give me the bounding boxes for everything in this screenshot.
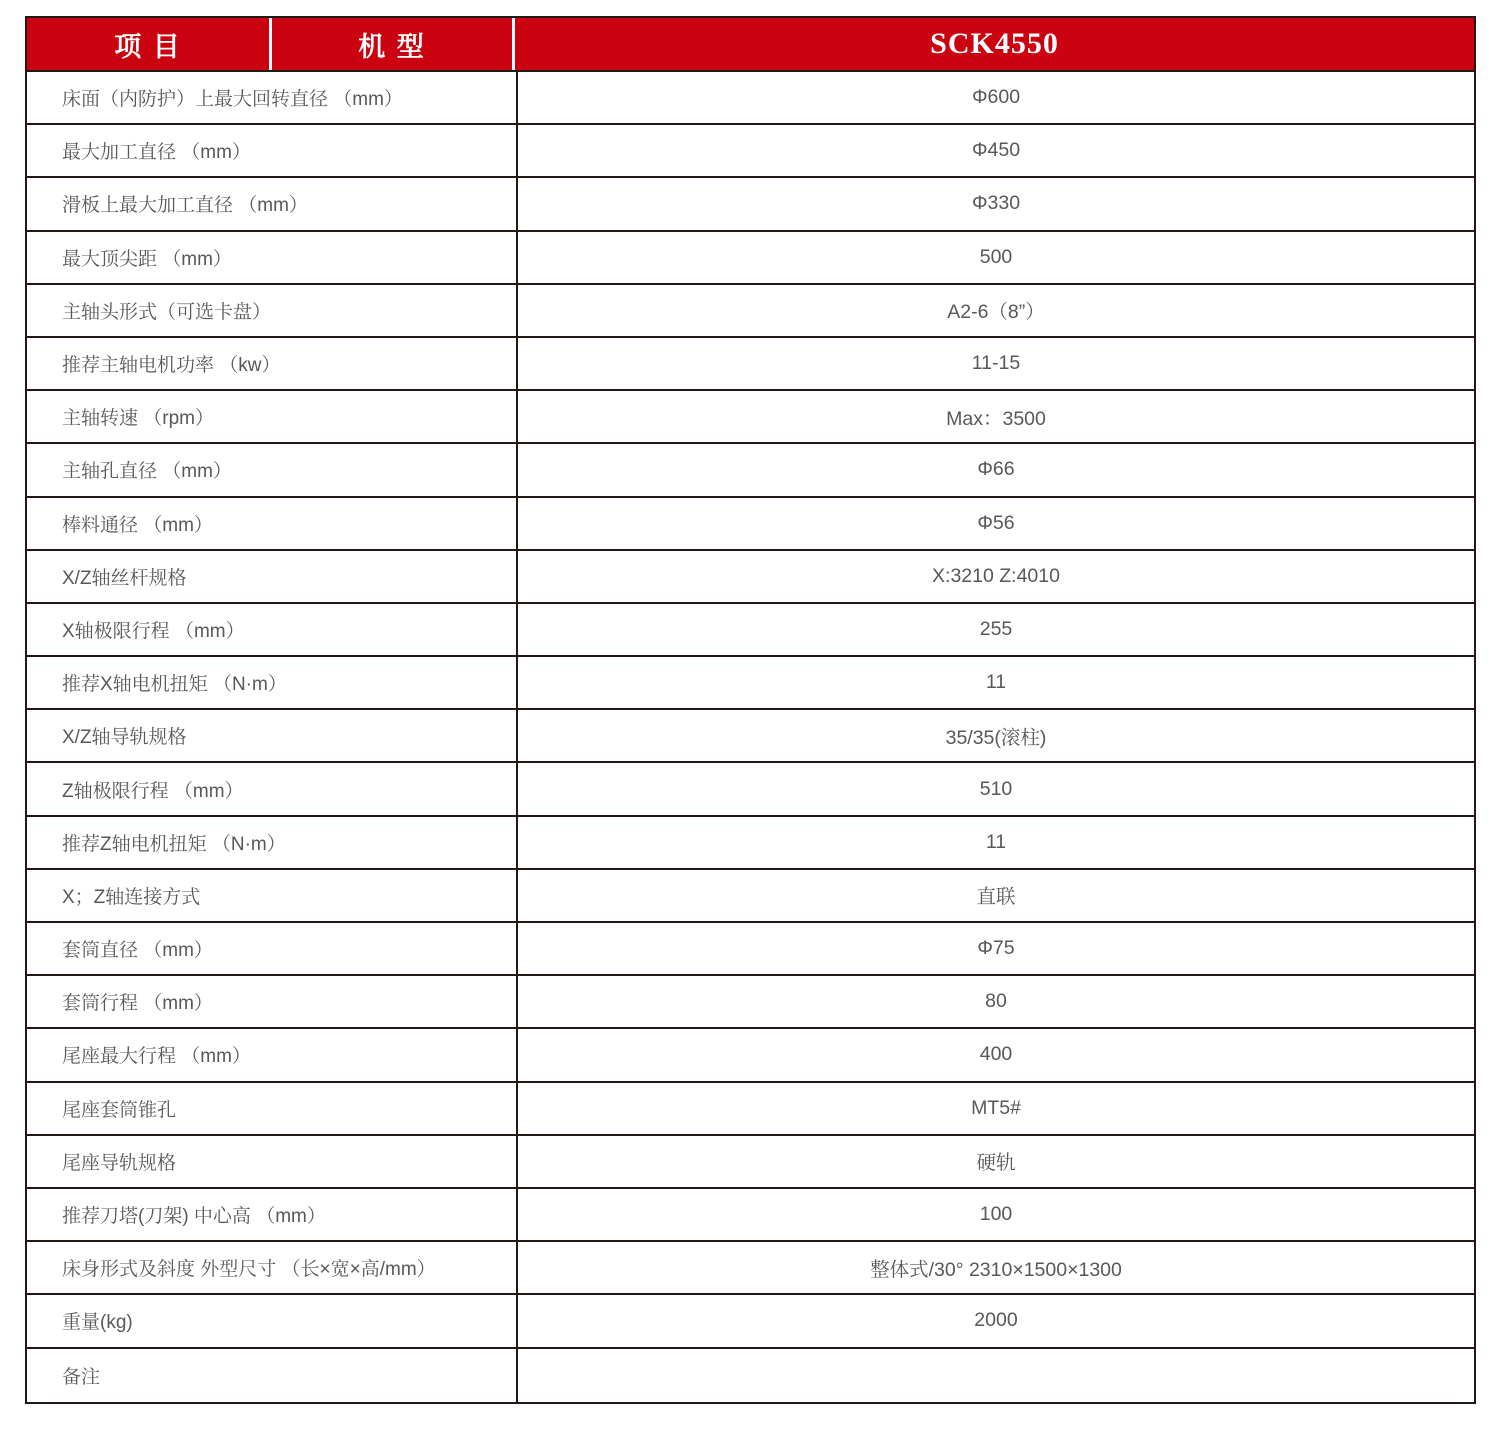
table-row <box>27 1295 1474 1348</box>
spec-label: 主轴孔直径 （mm） <box>27 444 518 495</box>
spec-value: Φ600 <box>971 86 1021 109</box>
spec-value: 整体式/30° 2310×1500×1300 <box>870 1258 1122 1281</box>
spec-value: Max：3500 <box>946 407 1046 430</box>
spec-table-header-row <box>27 18 1474 72</box>
spec-value: Φ330 <box>971 192 1021 215</box>
spec-label: 推荐Z轴电机扭矩 （N·m） <box>27 817 518 868</box>
spec-label: 推荐主轴电机功率 （kw） <box>27 338 518 389</box>
spec-label: 备注 <box>27 1349 518 1402</box>
spec-label: 床身形式及斜度 外型尺寸 （长×宽×高/mm） <box>27 1242 518 1293</box>
table-row <box>27 72 1474 125</box>
spec-value: 硬轨 <box>976 1152 1016 1175</box>
spec-label: 棒料通径 （mm） <box>27 498 518 549</box>
spec-value: 400 <box>979 1043 1013 1066</box>
table-row <box>27 1136 1474 1189</box>
table-row <box>27 870 1474 923</box>
table-row <box>27 1349 1474 1402</box>
table-row <box>27 763 1474 816</box>
table-row <box>27 498 1474 551</box>
spec-label: 套筒行程 （mm） <box>27 976 518 1027</box>
table-row <box>27 338 1474 391</box>
table-row <box>27 551 1474 604</box>
table-row <box>27 817 1474 870</box>
table-row <box>27 285 1474 338</box>
spec-value: 35/35(滚柱) <box>945 726 1047 749</box>
table-row <box>27 710 1474 763</box>
spec-value: 直联 <box>976 886 1016 909</box>
spec-label: 主轴头形式（可选卡盘） <box>27 285 518 336</box>
header-cell-model: 机 型 <box>272 18 515 70</box>
spec-value: 11 <box>985 671 1007 694</box>
spec-value: Φ450 <box>971 139 1021 162</box>
header-cell-item: 项 目 <box>27 18 272 70</box>
spec-value: 2000 <box>974 1309 1018 1332</box>
spec-value: Φ75 <box>977 937 1015 960</box>
spec-value: X:3210 Z:4010 <box>932 564 1060 587</box>
spec-value: 255 <box>979 617 1013 640</box>
spec-value <box>518 1349 1474 1402</box>
spec-value: 11 <box>985 830 1007 853</box>
table-row <box>27 1242 1474 1295</box>
spec-value: 11-15 <box>971 352 1021 375</box>
spec-label: 重量(kg) <box>27 1295 518 1346</box>
table-row <box>27 923 1474 976</box>
spec-label: 主轴转速 （rpm） <box>27 391 518 442</box>
spec-value: 100 <box>979 1203 1013 1226</box>
spec-label: 尾座导轨规格 <box>27 1136 518 1187</box>
table-row <box>27 391 1474 444</box>
spec-value: 80 <box>985 990 1007 1013</box>
spec-value: Φ56 <box>977 511 1015 534</box>
spec-label: 最大顶尖距 （mm） <box>27 232 518 283</box>
table-row <box>27 178 1474 231</box>
spec-value: 510 <box>979 777 1013 800</box>
table-row <box>27 1029 1474 1082</box>
table-row <box>27 604 1474 657</box>
table-row <box>27 657 1474 710</box>
spec-label: X；Z轴连接方式 <box>27 870 518 921</box>
spec-label: 尾座最大行程 （mm） <box>27 1029 518 1080</box>
spec-label: Z轴极限行程 （mm） <box>27 763 518 814</box>
spec-value: MT5# <box>971 1096 1021 1119</box>
spec-label: 床面（内防护）上最大回转直径 （mm） <box>27 72 518 123</box>
spec-value: 500 <box>979 245 1013 268</box>
table-row <box>27 1189 1474 1242</box>
spec-label: 滑板上最大加工直径 （mm） <box>27 178 518 229</box>
table-row <box>27 232 1474 285</box>
spec-value: Φ66 <box>977 458 1015 481</box>
spec-label: 推荐刀塔(刀架) 中心高 （mm） <box>27 1189 518 1240</box>
spec-label: X轴极限行程 （mm） <box>27 604 518 655</box>
table-row <box>27 125 1474 178</box>
spec-label: 最大加工直径 （mm） <box>27 125 518 176</box>
header-cell-model-name: SCK4550 <box>930 27 1059 60</box>
spec-table <box>25 16 1476 1404</box>
spec-label: X/Z轴丝杆规格 <box>27 551 518 602</box>
spec-table-body <box>27 72 1474 1402</box>
table-row <box>27 444 1474 497</box>
spec-label: 推荐X轴电机扭矩 （N·m） <box>27 657 518 708</box>
table-row <box>27 1083 1474 1136</box>
spec-label: 套筒直径 （mm） <box>27 923 518 974</box>
table-row <box>27 976 1474 1029</box>
spec-label: 尾座套筒锥孔 <box>27 1083 518 1134</box>
spec-value: A2-6（8”） <box>947 301 1045 324</box>
spec-label: X/Z轴导轨规格 <box>27 710 518 761</box>
